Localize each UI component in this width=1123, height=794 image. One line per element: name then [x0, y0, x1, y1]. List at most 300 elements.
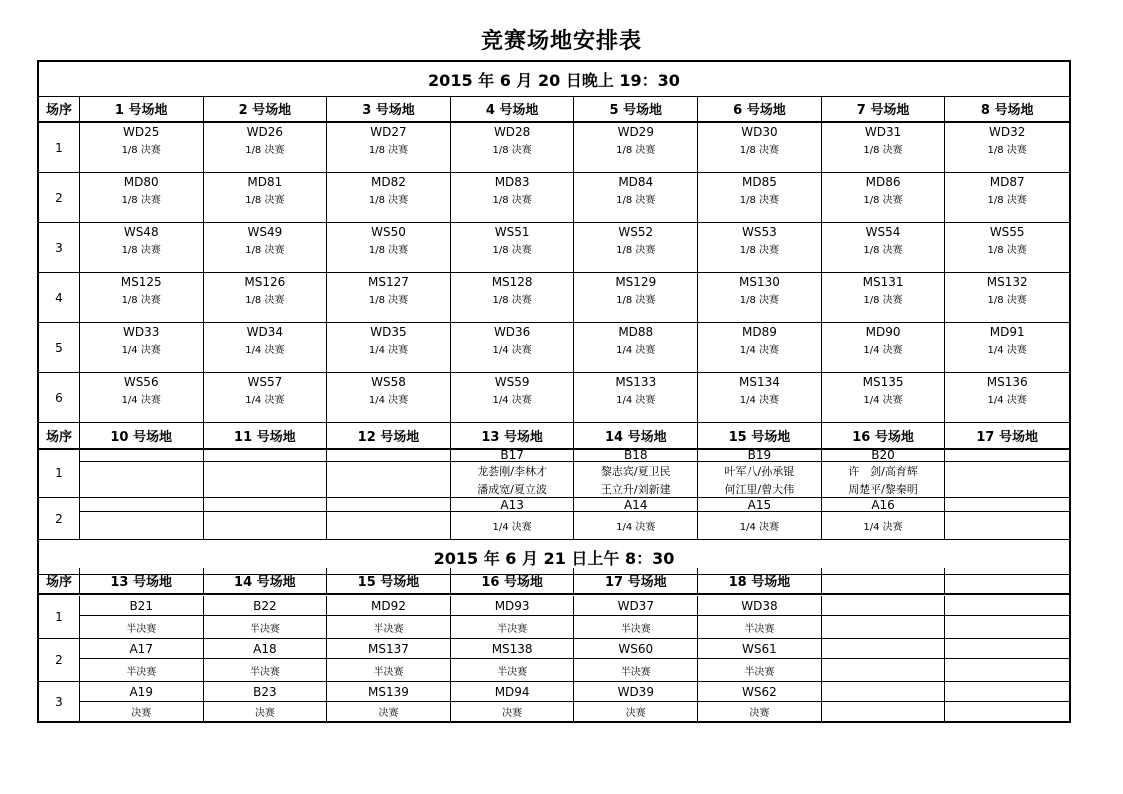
match-round: 1/4 决赛: [245, 345, 285, 356]
match-code: WD30: [741, 124, 778, 139]
court-header: 1 号场地: [80, 96, 204, 121]
match-round: 1/8 决赛: [739, 145, 780, 156]
match-round: 1/8 决赛: [245, 245, 285, 256]
match-round: 1/4 决赛: [616, 345, 656, 356]
match-code: MD90: [865, 324, 901, 339]
players-line: [945, 462, 1069, 480]
court-header-row: [39, 568, 1069, 595]
match-cell: [698, 448, 822, 497]
match-code: B17: [451, 448, 574, 462]
match-cell: [698, 323, 822, 372]
players-line: [327, 480, 450, 497]
match-cell: [945, 682, 1069, 721]
match-round: 1/8 决赛: [245, 195, 285, 206]
match-code: MD82: [371, 174, 406, 189]
match-cell: [327, 498, 451, 539]
match-round: 1/4 决赛: [863, 522, 903, 533]
match-code: A16: [822, 498, 945, 512]
match-cell: [574, 448, 698, 497]
match-code: WD29: [617, 124, 654, 139]
match-code: MD85: [741, 174, 777, 189]
match-cell: [80, 323, 204, 372]
players-line: 许 剑/高育辉: [848, 465, 918, 478]
match-order: 2: [39, 173, 80, 222]
match-order: 3: [39, 223, 80, 272]
page-title: 竞赛场地安排表: [480, 29, 642, 54]
match-code: WD37: [574, 596, 697, 616]
match-round: 1/4 决赛: [368, 345, 409, 356]
match-cell: [451, 448, 575, 497]
match-cell: [698, 639, 822, 681]
players-line: 黎志宾/夏卫民: [600, 465, 671, 478]
match-code: MS132: [986, 274, 1028, 289]
match-cell: [327, 123, 451, 172]
court-header: 15 号场地: [327, 568, 451, 593]
session-banner: 2015 年 6 月 21 日上午 8：30: [39, 540, 1069, 575]
match-code: MD81: [247, 174, 283, 189]
match-cell: [327, 173, 451, 222]
match-round: [327, 512, 450, 539]
match-cell: [80, 639, 204, 681]
match-code: WD38: [698, 596, 821, 616]
match-cell: [698, 223, 822, 272]
match-cell: [574, 498, 698, 539]
match-round: 1/4 决赛: [987, 395, 1027, 406]
match-code: MD83: [494, 174, 530, 189]
players-line: [204, 462, 327, 480]
match-order: 5: [39, 323, 80, 372]
match-block: [39, 123, 1069, 173]
match-round: 1/8 决赛: [492, 145, 532, 156]
players-line: 龙荟刚/李林才: [477, 465, 547, 478]
court-header-row: [39, 96, 1069, 123]
match-round: 决赛: [625, 708, 646, 719]
match-cell: [945, 596, 1069, 638]
match-round: 1/4 决赛: [121, 395, 161, 406]
match-cell: [945, 223, 1069, 272]
match-code: MD84: [618, 174, 654, 189]
court-header: 8 号场地: [980, 103, 1034, 118]
match-code: MS138: [451, 639, 574, 659]
match-cell: [574, 373, 698, 422]
match-code: WS49: [247, 224, 283, 239]
match-round: 1/4 决赛: [987, 345, 1027, 356]
court-header: 17 号场地: [574, 568, 698, 593]
match-code: WD36: [493, 324, 531, 339]
match-round: 半决赛: [744, 623, 775, 635]
match-order: 4: [39, 273, 80, 322]
match-code: A19: [80, 682, 203, 702]
match-round: 半决赛: [620, 666, 651, 678]
match-cell: [204, 173, 328, 222]
match-code: MS129: [615, 274, 657, 289]
match-cell: [822, 123, 946, 172]
match-code: MD94: [451, 682, 574, 702]
players-line: 叶军八/孙承锟: [724, 465, 795, 478]
match-cell: [204, 223, 328, 272]
match-round: 1/4 决赛: [863, 345, 903, 356]
match-block: [39, 373, 1069, 423]
match-cell: [698, 123, 822, 172]
match-code: WS57: [247, 374, 283, 389]
match-cell: [80, 273, 204, 322]
match-cell: [574, 596, 698, 638]
players-line: [945, 480, 1069, 497]
match-round: 1/4 决赛: [121, 345, 161, 356]
match-cell: [80, 498, 204, 539]
court-header: 14 号场地: [574, 423, 698, 448]
match-code: WS51: [494, 224, 530, 239]
players-line: 何江里/曾大伟: [724, 482, 795, 496]
match-cell: [945, 123, 1069, 172]
match-cell: [204, 323, 328, 372]
court-header: 5 号场地: [574, 96, 698, 121]
match-code: WD26: [246, 124, 284, 139]
match-round: 1/8 决赛: [121, 245, 161, 256]
match-round: 半决赛: [497, 666, 528, 678]
match-cell: [451, 223, 575, 272]
match-cell: [451, 596, 575, 638]
match-code: WS58: [371, 374, 406, 389]
players-line: 潘成宽/夏立波: [477, 482, 547, 496]
match-code: WS50: [371, 224, 406, 239]
match-round: 1/8 决赛: [368, 145, 409, 156]
match-code: MS133: [615, 374, 657, 389]
match-round: [204, 512, 327, 539]
match-round: 1/8 决赛: [121, 195, 161, 206]
match-round: 决赛: [502, 708, 523, 719]
players-line: [327, 462, 450, 480]
match-cell: [451, 682, 575, 721]
match-cell: [945, 373, 1069, 422]
match-cell: [822, 373, 946, 422]
match-round: 半决赛: [373, 623, 404, 635]
match-code: WD34: [246, 324, 284, 339]
match-code: WD32: [989, 124, 1026, 139]
match-code: MS126: [244, 274, 286, 289]
match-cell: [80, 373, 204, 422]
match-code: WD27: [370, 124, 407, 139]
match-cell: [327, 323, 451, 372]
match-code: MD87: [989, 174, 1025, 189]
match-cell: [204, 498, 328, 539]
match-order: 1: [39, 596, 80, 638]
match-round: 1/8 决赛: [616, 245, 656, 256]
match-cell: [698, 596, 822, 638]
match-code: MS131: [862, 274, 904, 289]
match-cell: [327, 448, 451, 497]
match-block: [39, 596, 1069, 639]
match-round: 1/4 决赛: [368, 395, 409, 406]
court-header: [822, 568, 946, 593]
match-round: 1/4 决赛: [492, 395, 532, 406]
match-code: B22: [204, 596, 327, 616]
match-round: 半决赛: [373, 666, 404, 678]
order-label: 场序: [39, 96, 80, 121]
match-code: WD35: [370, 324, 407, 339]
match-round: 决赛: [254, 708, 275, 719]
match-code: [204, 498, 327, 512]
match-cell: [451, 173, 575, 222]
match-cell: [822, 596, 946, 638]
court-header: 4 号场地: [451, 96, 575, 121]
match-round: 1/8 决赛: [616, 145, 656, 156]
match-cell: [574, 273, 698, 322]
match-round: 1/8 决赛: [121, 145, 161, 156]
match-round: 1/4 决赛: [616, 395, 656, 406]
match-round: 1/8 决赛: [368, 195, 409, 206]
match-code: B20: [822, 448, 945, 462]
court-header: 15 号场地: [698, 423, 822, 448]
match-block: [39, 273, 1069, 323]
match-round: 1/4 决赛: [739, 345, 780, 356]
match-round: [822, 659, 945, 681]
match-code: A17: [80, 639, 203, 659]
court-header: 18 号场地: [698, 568, 822, 593]
match-order: 2: [39, 498, 80, 539]
match-cell: [945, 639, 1069, 681]
match-cell: [574, 323, 698, 372]
court-header: 13 号场地: [451, 423, 575, 448]
match-cell: [327, 682, 451, 721]
match-code: B21: [80, 596, 203, 616]
match-round: 半决赛: [744, 666, 775, 678]
match-cell: [945, 173, 1069, 222]
match-round: 1/8 决赛: [616, 295, 656, 306]
match-cell: [822, 273, 946, 322]
court-header: [945, 568, 1069, 593]
match-cell: [327, 273, 451, 322]
match-code: [80, 448, 203, 462]
match-cell: [327, 223, 451, 272]
match-cell: [327, 596, 451, 638]
match-code: [327, 448, 450, 462]
match-round: [945, 616, 1069, 638]
match-order: 3: [39, 682, 80, 721]
match-code: MS125: [120, 274, 162, 289]
match-cell: [574, 682, 698, 721]
match-code: [945, 448, 1069, 462]
match-code: MS135: [862, 374, 904, 389]
match-code: WS62: [698, 682, 821, 702]
match-code: WS53: [742, 224, 777, 239]
court-header: 14 号场地: [204, 568, 328, 593]
match-code: B19: [698, 448, 821, 462]
match-cell: [574, 223, 698, 272]
match-cell: [698, 682, 822, 721]
match-cell: [451, 273, 575, 322]
match-cell: [204, 596, 328, 638]
match-code: [204, 448, 327, 462]
match-cell: [698, 498, 822, 539]
match-round: 1/8 决赛: [863, 245, 903, 256]
match-round: 1/4 决赛: [863, 395, 903, 406]
match-code: MD88: [618, 324, 654, 339]
match-round: 半决赛: [497, 623, 528, 635]
match-code: [822, 639, 945, 659]
match-code: MS128: [491, 274, 533, 289]
match-block: [39, 498, 1069, 540]
match-order: 6: [39, 373, 80, 422]
match-code: [80, 498, 203, 512]
match-round: 半决赛: [249, 623, 280, 635]
court-header-row: [39, 423, 1069, 450]
court-header: 7 号场地: [822, 96, 946, 121]
match-cell: [204, 682, 328, 721]
match-round: 1/8 决赛: [492, 195, 532, 206]
match-cell: [327, 373, 451, 422]
match-code: B23: [204, 682, 327, 702]
match-code: MS130: [738, 274, 780, 289]
court-header: 10 号场地: [80, 423, 204, 448]
match-round: [945, 702, 1069, 721]
match-cell: [822, 498, 946, 539]
match-round: 1/4 决赛: [245, 395, 285, 406]
match-round: 1/8 决赛: [863, 195, 903, 206]
match-cell: [574, 173, 698, 222]
match-code: [822, 682, 945, 702]
court-header: 3 号场地: [327, 96, 451, 121]
order-label: 场序: [39, 423, 80, 448]
match-round: 半决赛: [249, 666, 280, 678]
match-round: 1/8 决赛: [368, 245, 409, 256]
match-order: 2: [39, 639, 80, 681]
match-round: 决赛: [378, 708, 399, 719]
match-cell: [204, 273, 328, 322]
match-round: 1/4 决赛: [492, 345, 532, 356]
match-round: 1/4 决赛: [739, 395, 780, 406]
match-code: WS55: [989, 224, 1025, 239]
match-round: 1/8 决赛: [863, 145, 903, 156]
match-round: 1/8 决赛: [368, 295, 409, 306]
match-code: WS56: [123, 374, 159, 389]
match-block: [39, 682, 1069, 722]
players-line: [80, 462, 203, 480]
match-round: 1/8 决赛: [492, 245, 532, 256]
match-round: 1/4 决赛: [492, 522, 532, 533]
match-round: 1/8 决赛: [492, 295, 532, 306]
match-code: WS54: [865, 224, 901, 239]
match-cell: [822, 173, 946, 222]
match-code: A15: [698, 498, 821, 512]
match-cell: [945, 273, 1069, 322]
match-round: 决赛: [749, 708, 770, 719]
match-code: WS48: [123, 224, 159, 239]
match-cell: [822, 323, 946, 372]
match-cell: [80, 682, 204, 721]
match-code: WD31: [864, 124, 902, 139]
match-order: 1: [39, 123, 80, 172]
match-round: 1/8 决赛: [616, 195, 656, 206]
match-round: 决赛: [131, 708, 152, 719]
match-round: 1/8 决赛: [987, 295, 1027, 306]
match-code: MS139: [327, 682, 450, 702]
match-code: MD91: [989, 324, 1025, 339]
match-cell: [945, 448, 1069, 497]
match-cell: [327, 639, 451, 681]
match-block: [39, 323, 1069, 373]
match-code: WD28: [493, 124, 531, 139]
match-cell: [80, 123, 204, 172]
match-cell: [698, 273, 822, 322]
match-round: 1/8 决赛: [245, 295, 285, 306]
match-cell: [204, 373, 328, 422]
match-round: 1/8 决赛: [863, 295, 903, 306]
match-code: [945, 639, 1069, 659]
match-cell: [80, 596, 204, 638]
session-banner: 2015 年 6 月 20 日晚上 19：30: [39, 62, 1069, 97]
match-cell: [451, 123, 575, 172]
match-code: WS61: [698, 639, 821, 659]
match-code: MS134: [738, 374, 780, 389]
match-cell: [80, 173, 204, 222]
match-round: [945, 512, 1069, 539]
match-cell: [204, 123, 328, 172]
match-cell: [204, 448, 328, 497]
match-round: 半决赛: [126, 623, 157, 635]
match-cell: [945, 498, 1069, 539]
court-header: 16 号场地: [822, 423, 946, 448]
match-code: MD86: [865, 174, 901, 189]
match-code: [945, 498, 1069, 512]
match-code: [822, 596, 945, 616]
match-code: WD25: [123, 124, 160, 139]
match-block: [39, 639, 1069, 682]
schedule-table: [37, 60, 1071, 723]
match-round: 1/8 决赛: [987, 245, 1027, 256]
match-round: 1/8 决赛: [739, 195, 780, 206]
match-cell: [80, 223, 204, 272]
players-line: 王立升/刘新建: [600, 482, 671, 496]
match-code: A14: [574, 498, 697, 512]
match-round: 半决赛: [126, 666, 157, 678]
match-round: 1/8 决赛: [739, 245, 780, 256]
match-order: 1: [39, 448, 80, 497]
match-round: 1/8 决赛: [739, 295, 780, 306]
match-cell: [822, 448, 946, 497]
match-cell: [698, 373, 822, 422]
match-round: [822, 702, 945, 721]
match-block: [39, 173, 1069, 223]
match-round: [945, 659, 1069, 681]
court-header: 17 号场地: [976, 430, 1038, 445]
match-code: WD39: [574, 682, 697, 702]
match-code: MD93: [451, 596, 574, 616]
match-code: [327, 498, 450, 512]
match-code: MD89: [741, 324, 777, 339]
match-round: [822, 616, 945, 638]
match-round: [80, 512, 203, 539]
match-cell: [945, 323, 1069, 372]
match-code: WD33: [123, 324, 160, 339]
match-cell: [698, 173, 822, 222]
court-header: 2 号场地: [204, 96, 328, 121]
match-block: [39, 223, 1069, 273]
match-code: MD80: [123, 174, 159, 189]
match-block: [39, 448, 1069, 498]
court-header: 12 号场地: [327, 423, 451, 448]
match-round: 1/8 决赛: [245, 145, 285, 156]
match-code: [945, 682, 1069, 702]
court-header: 6 号场地: [698, 96, 822, 121]
match-round: 半决赛: [620, 623, 651, 635]
court-header: 11 号场地: [204, 423, 328, 448]
match-round: 1/4 决赛: [739, 522, 780, 533]
match-round: 1/8 决赛: [987, 195, 1027, 206]
match-code: MS127: [368, 274, 409, 289]
court-header: 13 号场地: [80, 568, 204, 593]
match-code: MS137: [327, 639, 450, 659]
